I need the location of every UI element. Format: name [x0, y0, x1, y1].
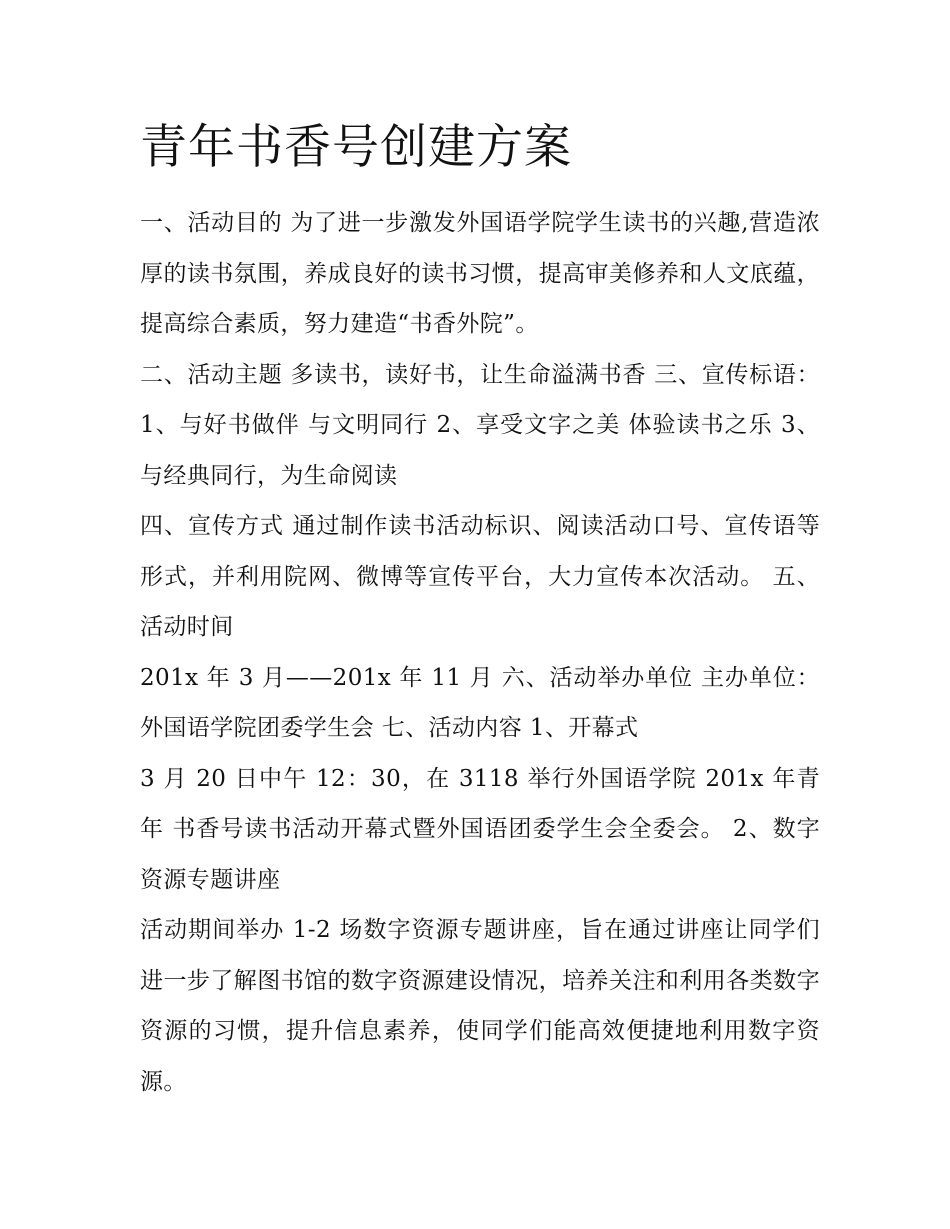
document-title: 青年书香号创建方案 — [140, 120, 572, 175]
paragraph-opening-lecture: 3 月 20 日中午 12：30，在 3118 举行外国语学院 201x 年青年 书香号读书活动开幕式暨外国语团委学生会全委会。 2、数字资源专题讲座 — [140, 765, 820, 893]
paragraph-publicity-time: 四、宣传方式 通过制作读书活动标识、阅读活动口号、宣传语等形式，并利用院网、微博等宣传平台，大力宣传本次活动。 五、活动时间 — [140, 513, 820, 640]
paragraph-purpose: 一、活动目的 为了进一步激发外国语学院学生读书的兴趣,营造浓厚的读书氛围，养成良好的读书习惯，提高审美修养和人文底蕴，提高综合素质，努力建造“书香外院”。 — [140, 210, 820, 337]
document-page — [140, 112, 820, 1107]
paragraph-theme-slogans: 二、活动主题 多读书，读好书，让生命溢满书香 三、宣传标语： 1、与好书做伴 与文明同行 2、享受文字之美 体验读书之乐 3、与经典同行，为生命阅读 — [140, 361, 820, 489]
paragraph-date-organizer: 201x 年 3 月——201x 年 11 月 六、活动举办单位 主办单位：外国语学院团委学生会 七、活动内容 1、开幕式 — [140, 664, 820, 741]
paragraph-lecture-details: 活动期间举办 1-2 场数字资源专题讲座，旨在通过讲座让同学们进一步了解图书馆的数字资源建设情况，培养关注和利用各类数字资源的习惯，提升信息素养，使同学们能高效便捷地利用数字资源。 — [140, 917, 820, 1095]
